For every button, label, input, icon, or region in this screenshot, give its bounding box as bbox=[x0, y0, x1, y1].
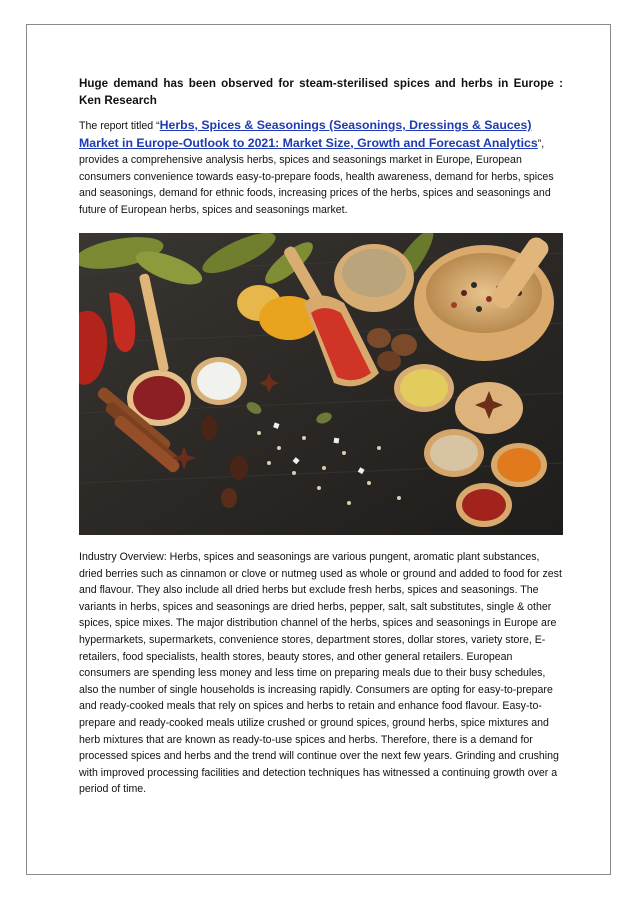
page-title: Huge demand has been observed for steam-sterilised spices and herbs in Europe : Ken Research bbox=[79, 77, 563, 107]
intro-suffix: ”, provides a comprehensive analysis herbs, spices and seasonings market in Europe, European consumers convenience towards easy-to-prepare foods, health awareness, demand for herbs, spices and seasonings, demand for ethnic foods, increasing prices of the herbs, spices and seasonings and future of European herbs, spices and seasonings market. bbox=[79, 137, 554, 216]
report-link[interactable]: Herbs, Spices & Seasonings (Seasonings, Dressings & Sauces) Market in Europe-Outlook to 2021: Market Size, Growth and Forecast Analytics bbox=[79, 118, 538, 150]
intro-paragraph bbox=[79, 117, 563, 219]
spices-and-herbs-photo bbox=[79, 233, 563, 535]
industry-overview-paragraph: Industry Overview: Herbs, spices and seasonings are various pungent, aromatic plant substances, dried berries such as cinnamon or clove or nutmeg used as whole or ground and added to food for zest and flavour. They also include all dried herbs but exclude fresh herbs, spices and seasonings. The variants in herbs, spices and seasonings are dried herbs, pepper, salt, salt substitutes, single & other spices, spice mixes. The major distribution channel of the herbs, spices and seasonings in Europe are hypermarkets, supermarkets, convenience stores, department stores, dollar stores, variety store, E-retailers, food specialists, health stores, beauty stores, and other general retailers. European consumers are spending less money and less time on preparing meals due to their busy schedules, also the number of single households is increasing rapidly. Consumers are opting for easy-to-prepare and ready-cooked meals that rely on spices and herbs to retain and enhance food flavour. Easy-to-prepare and ready-cooked meals utilize crushed or ground spices, ground herbs, spice mixtures and herb mixtures that are known as ready-to-use spices and herbs. Therefore, there is a demand for processed spices and herbs and the trend will continue over the next few years. Grinding and crushing with improved processing facilities and detection techniques has witnessed a continuing growth over a period of time. bbox=[79, 551, 562, 796]
body-section bbox=[79, 549, 563, 798]
intro-prefix: The report titled “ bbox=[79, 120, 160, 132]
document-header bbox=[79, 75, 563, 219]
